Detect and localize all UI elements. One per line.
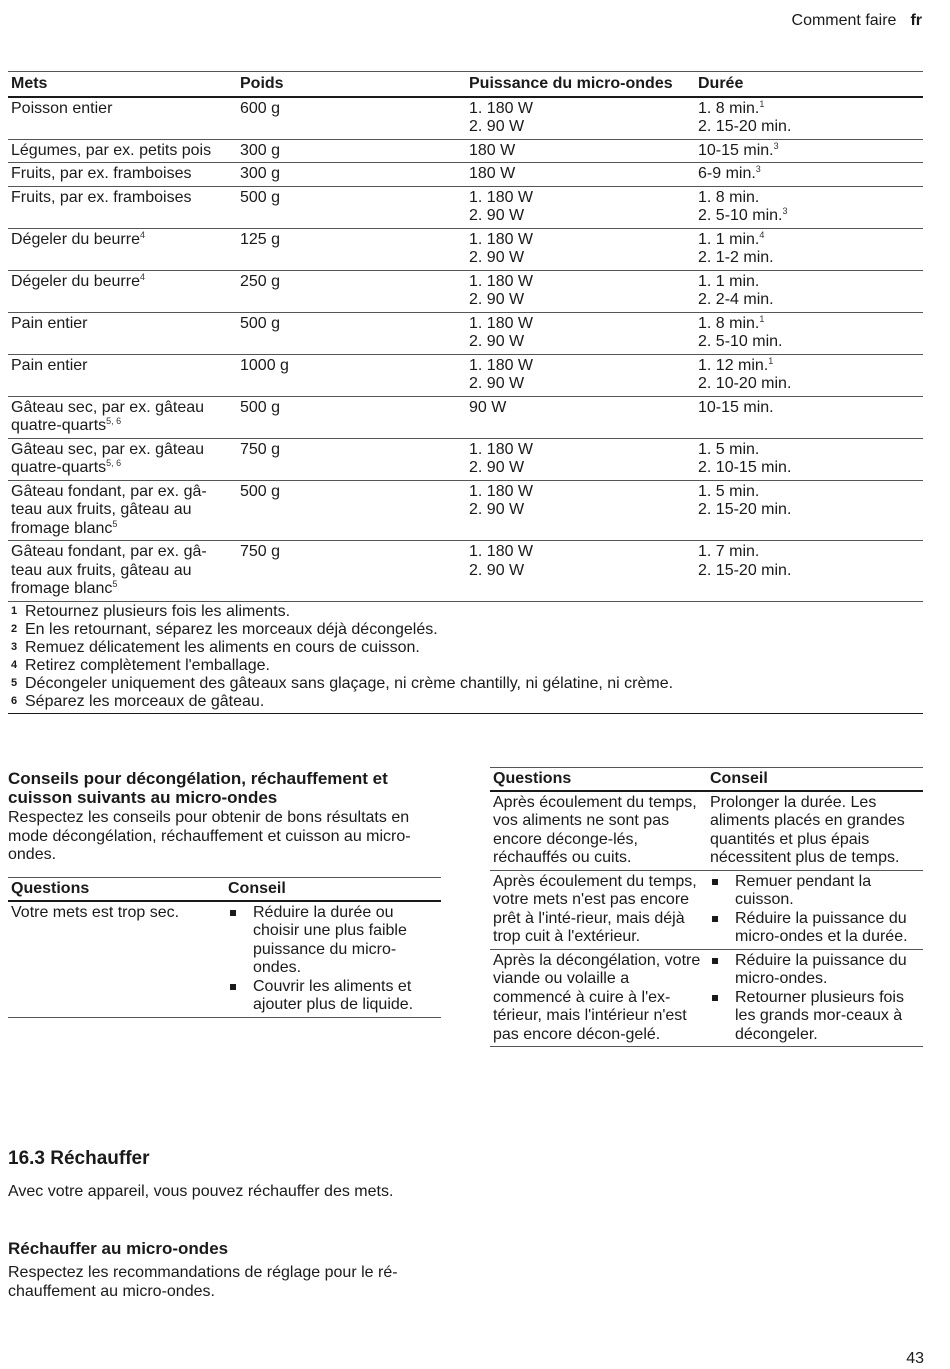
defrost-table [8,71,923,714]
cell-power [466,228,695,270]
footnote-text: En les retournant, séparez les morceaux déjà décongelés. [25,620,438,638]
cell-power [466,438,695,480]
footnote-ref: 3 [782,206,788,216]
footnote-ref: 1 [768,355,774,366]
footnote-ref: 1 [759,313,765,324]
table-row [8,228,923,270]
duration-line [698,189,920,208]
advice-item: Couvrir les aliments et ajouter plus de liquide. [228,978,438,1015]
cell-advice [225,901,441,1018]
duration-line [698,165,920,184]
power-line: 1. 180 W [469,99,534,117]
cell-duration [695,270,923,312]
duration-value: 1. 1 min. [698,230,760,248]
power-line: 1. 180 W [469,482,534,500]
duration-value: 2. 10-20 min. [698,375,792,392]
duration-line [698,562,920,581]
cell-advice [707,949,923,1047]
duration-value: 2. 5-10 min. [698,207,783,224]
cell-power [466,312,695,354]
food-name: Gâteau fondant, par ex. gâ-teau aux fruits, gâteau au fromage blanc [11,543,207,597]
advice-list [228,904,438,1015]
cell-duration [695,97,923,140]
footnotes-cell [8,601,923,713]
power-line: 1. 180 W [469,543,534,560]
footnote-text: Décongeler uniquement des gâteaux sans glaçage, ni crème chantilly, ni gélatine, ni crème. [25,674,674,692]
tips-table-right [490,767,923,1047]
col-header-questions: Questions [490,768,707,791]
cell-weight: 300 g [237,163,466,187]
footnote [11,639,920,657]
cell-food [8,139,237,163]
duration-value: 6-9 min. [698,165,756,182]
duration-value: 1. 7 min. [698,543,760,560]
cell-duration [695,312,923,354]
table-row [490,870,923,949]
table-row [8,139,923,163]
col-header-weight: Poids [237,72,466,97]
footnote-ref: 5, 6 [106,458,122,468]
cell-duration [695,480,923,541]
table-row [8,186,923,228]
table-row [8,396,923,438]
power-line: 1. 180 W [469,230,534,248]
power-line: 90 W [469,398,507,416]
col-header-advice: Conseil [225,878,441,901]
food-name: Fruits, par ex. framboises [11,188,192,206]
duration-line [698,100,920,119]
cell-weight: 750 g [237,541,466,602]
col-header-advice: Conseil [707,768,923,791]
advice-item: Réduire la durée ou choisir une plus faible puissance du micro-ondes. [228,904,438,978]
section-text: Avec votre appareil, vous pouvez réchauffer des mets. [8,1183,394,1200]
duration-line [698,118,920,137]
footnote-text: Remuez délicatement les aliments en cours de cuisson. [25,638,420,656]
table-row [8,270,923,312]
cell-question: Après écoulement du temps, vos aliments ne sont pas encore déconge-lés, réchauffés ou cuits. [490,791,707,871]
cell-duration [695,186,923,228]
power-line: 2. 90 W [469,561,525,579]
tips-intro: Respectez les conseils pour obtenir de bons résultats en mode décongélation, réchauffement et cuisson au micro-ondes. [8,809,411,863]
power-line: 1. 180 W [469,188,534,206]
duration-value: 10-15 min. [698,141,774,159]
table-row [8,354,923,396]
power-line: 2. 90 W [469,207,525,224]
cell-power [466,186,695,228]
footnotes-row [8,601,923,713]
food-name: Dégeler du beurre [11,230,140,248]
tips-title: Conseils pour décongélation, réchauffement et cuisson suivants au micro-ondes [8,769,388,807]
duration-line [698,375,920,394]
cell-duration [695,354,923,396]
power-line: 2. 90 W [469,249,525,266]
duration-line [698,273,920,292]
footnote-text: Retournez plusieurs fois les aliments. [25,602,291,620]
duration-value: 10-15 min. [698,398,774,416]
cell-weight: 1000 g [237,354,466,396]
table-row [8,541,923,602]
cell-advice [707,791,923,871]
advice-text: Prolonger la durée. Les aliments placés en grandes quantités et plus épais nécessitent plus de temps. [710,793,905,866]
duration-value: 2. 10-15 min. [698,459,792,476]
cell-food [8,186,237,228]
duration-value: 1. 12 min. [698,356,769,374]
cell-power [466,541,695,602]
cell-power [466,354,695,396]
header-section: Comment faire [791,12,897,29]
duration-line [698,207,920,226]
table-row [490,791,923,871]
footnote-number: 1 [11,604,18,617]
cell-weight: 500 g [237,312,466,354]
table-row [490,949,923,1047]
col-header-questions: Questions [8,878,225,901]
cell-question: Après écoulement du temps, votre mets n'est pas encore prêt à l'inté-rieur, mais déjà trop cuit à l'extérieur. [490,870,707,949]
duration-value: 2. 15-20 min. [698,561,792,579]
food-name: Dégeler du beurre [11,272,140,290]
cell-food [8,270,237,312]
duration-line [698,543,920,562]
duration-line [698,459,920,478]
duration-line [698,315,920,334]
footnote [11,657,920,675]
page-number: 43 [906,1350,924,1367]
duration-line [698,333,920,352]
footnote [11,621,920,639]
footnote-ref: 3 [755,164,761,174]
advice-item: Réduire la puissance du micro-ondes. [710,952,920,989]
cell-question: Après la décongélation, votre viande ou volaille a commencé à cuire à l'ex-térieur, mais l'intérieur n'est pas encore décon-gelé. [490,949,707,1047]
table-row [8,163,923,187]
food-name: Gâteau sec, par ex. gâteau quatre-quarts [11,398,205,434]
cell-duration [695,541,923,602]
table-row [8,901,441,1018]
power-line: 1. 180 W [469,356,534,374]
cell-duration [695,396,923,438]
tips-table-left [8,877,441,1018]
advice-item: Retourner plusieurs fois les grands mor-ceaux à décongeler. [710,989,920,1045]
footnote-ref: 1 [759,98,765,109]
power-line: 1. 180 W [469,440,534,458]
cell-duration [695,163,923,187]
subsection-title: Réchauffer au micro-ondes [8,1239,229,1258]
footnote-ref: 3 [773,140,779,151]
advice-list [710,952,920,1045]
col-header-food: Mets [8,72,237,97]
page-header [792,12,922,31]
header-lang: fr [910,12,922,29]
cell-weight: 750 g [237,438,466,480]
power-line: 180 W [469,165,516,182]
cell-duration [695,228,923,270]
duration-value: 1. 8 min. [698,188,760,206]
footnote-ref: 4 [139,271,145,282]
cell-weight: 125 g [237,228,466,270]
cell-food [8,396,237,438]
cell-power [466,97,695,140]
duration-line [698,399,920,418]
cell-weight: 600 g [237,97,466,140]
table-header-row [490,768,923,791]
cell-duration [695,438,923,480]
table-row [8,438,923,480]
duration-line [698,357,920,376]
cell-food [8,438,237,480]
footnote-ref: 5, 6 [106,416,122,426]
footnote [11,675,920,693]
footnote-ref: 5 [112,579,118,589]
footnote [11,693,920,711]
duration-value: 1. 8 min. [698,314,760,332]
cell-food [8,541,237,602]
cell-power [466,270,695,312]
duration-value: 1. 5 min. [698,482,760,500]
food-name: Légumes, par ex. petits pois [11,141,212,159]
power-line: 2. 90 W [469,375,525,392]
advice-item: Réduire la puissance du micro-ondes et la durée. [710,910,920,947]
power-line: 180 W [469,141,516,159]
table-row [8,480,923,541]
power-line: 1. 180 W [469,314,534,332]
duration-line [698,142,920,161]
subsection-text: Respectez les recommandations de réglage pour le ré-chauffement au micro-ondes. [8,1264,398,1300]
col-header-duration: Durée [695,72,923,97]
footnote-number: 4 [11,658,18,671]
cell-advice [707,870,923,949]
cell-power [466,480,695,541]
cell-weight: 250 g [237,270,466,312]
food-name: Fruits, par ex. framboises [11,165,192,182]
cell-food [8,163,237,187]
power-line: 2. 90 W [469,333,525,350]
cell-weight: 500 g [237,396,466,438]
cell-power [466,396,695,438]
food-name: Pain entier [11,314,88,332]
cell-weight: 500 g [237,186,466,228]
food-name: Gâteau fondant, par ex. gâ-teau aux fruits, gâteau au fromage blanc [11,482,207,537]
cell-weight: 500 g [237,480,466,541]
footnote-number: 3 [11,640,18,653]
duration-line [698,441,920,460]
cell-power [466,163,695,187]
table-header-row [8,72,923,97]
cell-duration [695,139,923,163]
food-name: Poisson entier [11,99,113,117]
section-title: 16.3 Réchauffer [8,1148,150,1169]
footnote [11,603,920,621]
cell-food [8,354,237,396]
duration-line [698,231,920,250]
duration-value: 2. 2-4 min. [698,291,774,308]
footnote-number: 6 [11,694,18,707]
duration-value: 1. 8 min. [698,99,760,117]
cell-question: Votre mets est trop sec. [8,901,225,1018]
duration-line [698,249,920,268]
cell-power [466,139,695,163]
food-name: Gâteau sec, par ex. gâteau quatre-quarts [11,440,205,476]
power-line: 2. 90 W [469,501,525,518]
cell-food [8,97,237,140]
footnote-number: 2 [11,622,18,635]
duration-value: 2. 5-10 min. [698,333,783,350]
table-header-row [8,878,441,901]
table-row [8,97,923,140]
duration-line [698,501,920,520]
footnote-text: Séparez les morceaux de gâteau. [25,692,265,710]
advice-list [710,873,920,947]
footnote-ref: 4 [759,229,765,240]
col-header-power: Puissance du micro-ondes [466,72,695,97]
duration-line [698,483,920,502]
table-row [8,312,923,354]
power-line: 2. 90 W [469,291,525,308]
duration-value: 1. 1 min. [698,272,760,290]
cell-food [8,228,237,270]
cell-food [8,312,237,354]
duration-value: 2. 1-2 min. [698,249,774,266]
footnote-ref: 5 [112,518,118,529]
food-name: Pain entier [11,356,88,374]
duration-value: 1. 5 min. [698,440,760,458]
advice-item: Remuer pendant la cuisson. [710,873,920,910]
cell-food [8,480,237,541]
footnote-number: 5 [11,676,18,689]
power-line: 2. 90 W [469,459,525,476]
footnote-text: Retirez complètement l'emballage. [25,656,270,674]
footnote-ref: 4 [139,229,145,240]
cell-weight: 300 g [237,139,466,163]
power-line: 2. 90 W [469,118,525,135]
duration-value: 2. 15-20 min. [698,118,792,135]
duration-line [698,291,920,310]
power-line: 1. 180 W [469,272,534,290]
duration-value: 2. 15-20 min. [698,501,792,518]
